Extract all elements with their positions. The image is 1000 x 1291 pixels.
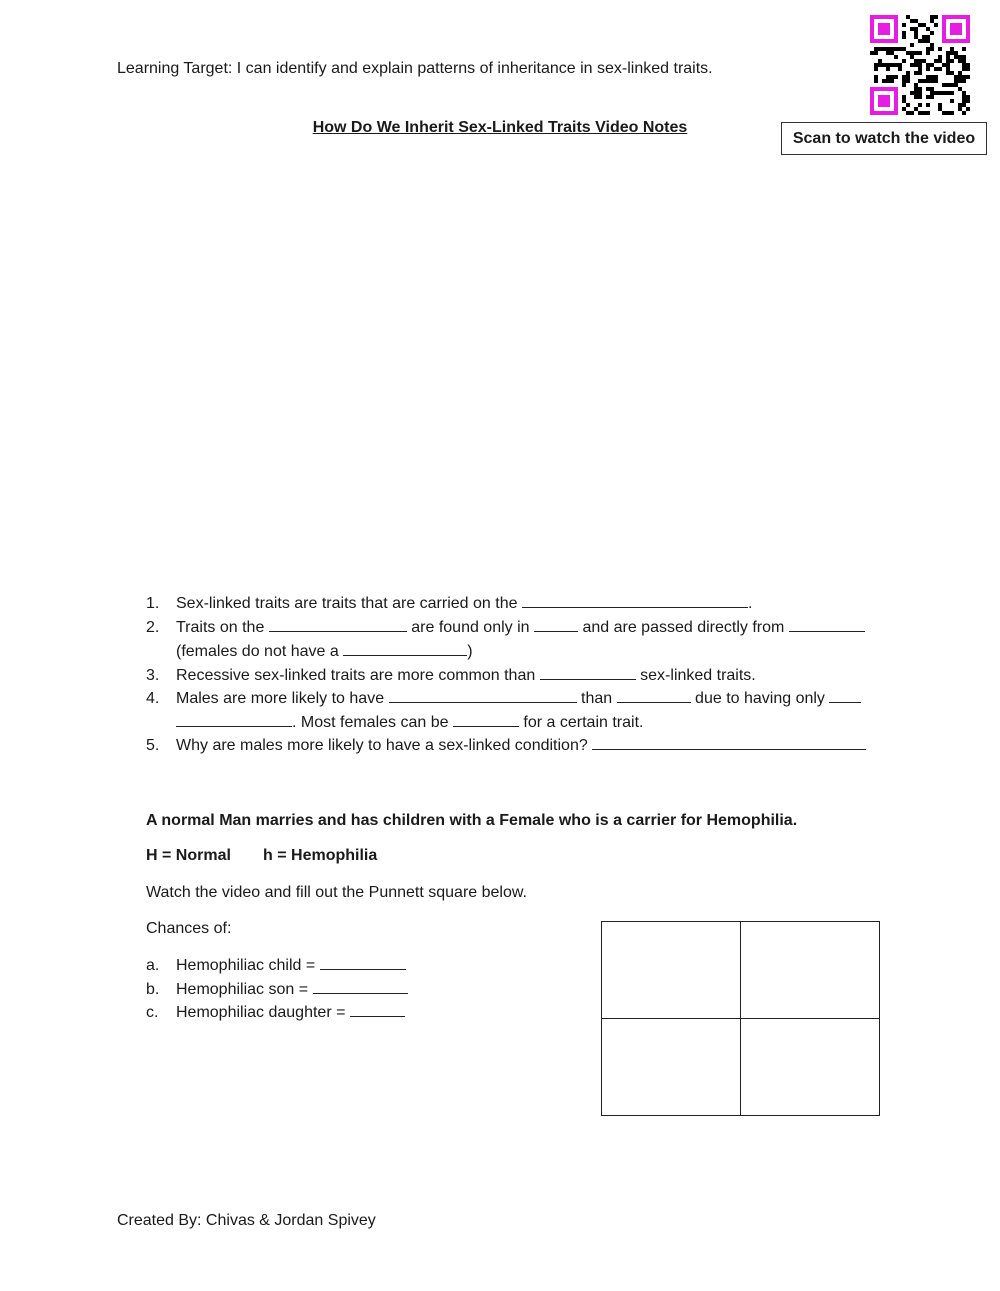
answer-blank[interactable] — [829, 690, 861, 703]
question-number: 2. — [146, 619, 160, 636]
answer-blank[interactable] — [313, 981, 408, 994]
question-1 — [146, 595, 752, 613]
chance-item-c — [146, 1004, 405, 1022]
question-text: Sex-linked traits are traits that are carried on the — [176, 595, 518, 612]
answer-blank[interactable] — [269, 619, 407, 632]
question-text: ) — [467, 643, 473, 660]
question-3 — [146, 667, 756, 685]
answer-blank[interactable] — [540, 667, 636, 680]
answer-blank[interactable] — [176, 714, 292, 727]
allele-key-normal: H = Normal — [146, 847, 231, 864]
item-letter: a. — [146, 957, 160, 974]
learning-target: Learning Target: I can identify and explain patterns of inheritance in sex-linked traits. — [117, 60, 713, 77]
item-text: Hemophiliac son = — [176, 981, 309, 998]
answer-blank[interactable] — [343, 643, 467, 656]
question-text: . — [747, 595, 753, 612]
qr-label: Scan to watch the video — [781, 122, 987, 155]
answer-blank[interactable] — [389, 690, 577, 703]
question-text: Recessive sex-linked traits are more common than — [176, 667, 536, 684]
question-number: 3. — [146, 667, 160, 684]
chance-item-b — [146, 981, 408, 999]
instruction-text: Watch the video and fill out the Punnett square below. — [146, 884, 527, 901]
question-text: for a certain trait. — [523, 714, 644, 731]
answer-blank[interactable] — [320, 957, 406, 970]
qr-code[interactable] — [870, 15, 970, 115]
question-text: sex-linked traits. — [640, 667, 756, 684]
question-2-continued — [176, 643, 473, 661]
answer-blank[interactable] — [522, 595, 748, 608]
question-text: are found only in — [411, 619, 530, 636]
allele-key-hemophilia: h = Hemophilia — [263, 847, 378, 864]
answer-blank[interactable] — [592, 737, 866, 750]
question-text: . Most females can be — [292, 714, 449, 731]
answer-blank[interactable] — [617, 690, 691, 703]
question-4-continued — [176, 714, 643, 732]
question-text: Traits on the — [176, 619, 265, 636]
question-number: 5. — [146, 737, 160, 754]
page-title: How Do We Inherit Sex-Linked Traits Video Notes — [312, 119, 688, 136]
question-number: 1. — [146, 595, 160, 612]
problem-heading: A normal Man marries and has children with a Female who is a carrier for Hemophilia. — [146, 812, 798, 829]
question-5 — [146, 737, 866, 755]
question-text: than — [581, 690, 613, 707]
footer-credit: Created By: Chivas & Jordan Spivey — [117, 1212, 376, 1229]
chances-label: Chances of: — [146, 920, 232, 937]
question-number: 4. — [146, 690, 160, 707]
item-letter: b. — [146, 981, 160, 998]
item-text: Hemophiliac child = — [176, 957, 316, 974]
punnett-square[interactable] — [601, 921, 880, 1116]
question-2 — [146, 619, 865, 637]
question-4 — [146, 690, 861, 708]
question-text: due to having only — [695, 690, 825, 707]
question-text: and are passed directly from — [582, 619, 785, 636]
question-text: (females do not have a — [176, 643, 339, 660]
question-text: Males are more likely to have — [176, 690, 385, 707]
chance-item-a — [146, 957, 406, 975]
punnett-divider-horizontal — [602, 1018, 879, 1019]
question-text: Why are males more likely to have a sex-linked condition? — [176, 737, 588, 754]
item-letter: c. — [146, 1004, 159, 1021]
item-text: Hemophiliac daughter = — [176, 1004, 346, 1021]
answer-blank[interactable] — [453, 714, 519, 727]
answer-blank[interactable] — [350, 1004, 405, 1017]
answer-blank[interactable] — [534, 619, 578, 632]
answer-blank[interactable] — [789, 619, 865, 632]
